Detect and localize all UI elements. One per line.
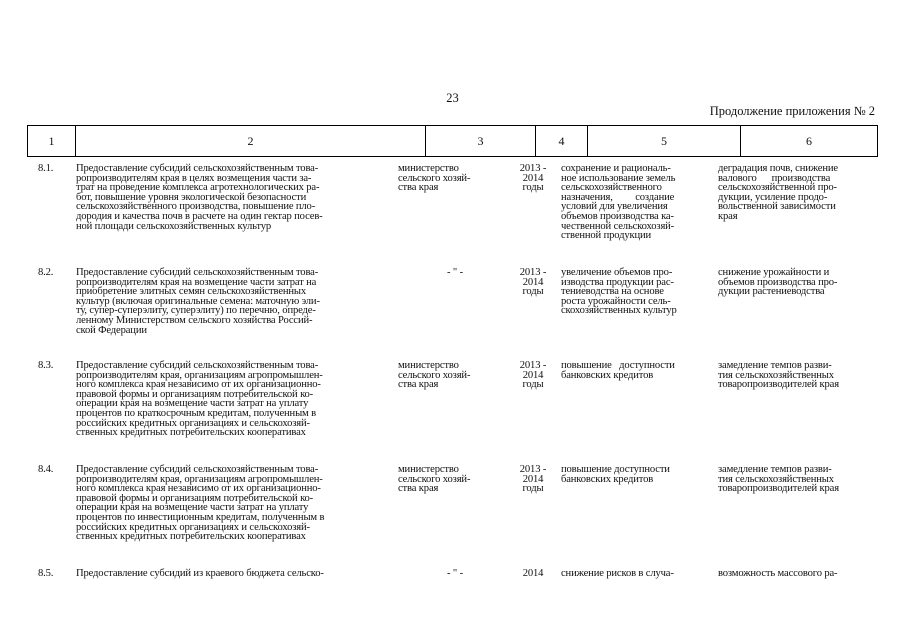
row-number: 8.3. xyxy=(38,360,54,371)
responsible-party: министерство сельского хозяй- ства края xyxy=(398,163,471,194)
header-cell-4: 4 xyxy=(535,126,587,156)
row-number: 8.4. xyxy=(38,464,54,475)
implementation-years: 2013 - 2014 годы xyxy=(519,360,547,391)
expected-result: сохранение и рациональ- ное использование земель сельскохозяйственного назначения, создание условий для увеличения объемов производства ка- чественной сельскохозяй- ственной продукции xyxy=(561,163,676,242)
header-cell-6: 6 xyxy=(740,126,877,156)
header-cell-3: 3 xyxy=(425,126,535,156)
responsible-party: министерство сельского хозяй- ства края xyxy=(398,464,471,495)
appendix-continuation-label: Продолжение приложения № 2 xyxy=(709,104,875,118)
expected-result: повышение доступности банковских кредитов xyxy=(561,464,670,485)
implementation-years: 2013 - 2014 годы xyxy=(519,464,547,495)
risk-consequence: деградация почв, снижение валового производства сельскохозяйственной про- дукции, усиление продо- вольственной зависимости края xyxy=(718,163,838,222)
expected-result: снижение рисков в случа- xyxy=(561,568,674,579)
implementation-years: 2013 - 2014 годы xyxy=(519,267,547,298)
measure-description: Предоставление субсидий сельскохозяйственным това- ропроизводителям края, организациям агропромышлен- ного комплекса края независимо от их организационно- правовой формы и организациям потребительской ко- операции края на возмещение части затрат на уплату процентов по инвестиционным кредитам, полученным в российских кредитных организациях и сельскохозяй- ственных кредитных потребительских кооперативах xyxy=(76,464,325,543)
header-cell-1: 1 xyxy=(48,134,55,148)
risk-consequence: возможность массового ра- xyxy=(718,568,838,579)
responsible-party: - " - xyxy=(447,267,463,278)
risk-consequence: снижение урожайности и объемов производства про- дукции растениеводства xyxy=(718,267,838,298)
table-header-row xyxy=(27,125,878,157)
expected-result: увеличение объемов про- изводства продукции рас- тениеводства на основе роста урожайности сель- скохозяйственных культур xyxy=(561,267,677,317)
page-number: 23 xyxy=(446,91,459,105)
measure-description: Предоставление субсидий из краевого бюджета сельско- xyxy=(76,568,324,579)
risk-consequence: замедление темпов разви- тия сельскохозяйственных товаропроизводителей края xyxy=(718,360,839,391)
implementation-years: 2014 xyxy=(522,568,544,579)
responsible-party: - " - xyxy=(447,568,463,579)
header-cell-2: 2 xyxy=(75,126,425,156)
responsible-party: министерство сельского хозяй- ства края xyxy=(398,360,471,391)
row-number: 8.1. xyxy=(38,163,54,174)
measure-description: Предоставление субсидий сельскохозяйственным това- ропроизводителям края, организациям агропромышлен- ного комплекса края независимо от их организационно- правовой формы и организациям потребительской ко- операции края на возмещение части затрат на уплату процентов по краткосрочным кредитам, полученным в российских кредитных организациях и сельскохозяй- ственных кредитных потребительских кооперативах xyxy=(76,360,323,439)
measure-description: Предоставление субсидий сельскохозяйственным това- ропроизводителям края в целях возмещения части за- трат на проведение комплекса агротехнологических ра- бот, повышение уровня экологической безопасности сельскохозяйственного производства, повышение пло- дородия и качества почв в расчете на один гектар посев- ной площади сельскохозяйственных культур xyxy=(76,163,323,232)
measure-description: Предоставление субсидий сельскохозяйственным това- ропроизводителям края на возмещение части затрат на приобретение элитных семян сельскохозяйственных культур (включая оригинальные семена: маточную эли- ту, супер-суперэлиту, суперэлиту) по перечню, опреде- ленному Министерством сельского хозяйства Россий- ской Федерации xyxy=(76,267,320,336)
risk-consequence: замедление темпов разви- тия сельскохозяйственных товаропроизводителей края xyxy=(718,464,839,495)
row-number: 8.2. xyxy=(38,267,54,278)
expected-result: повышение доступности банковских кредитов xyxy=(561,360,675,381)
implementation-years: 2013 - 2014 годы xyxy=(519,163,547,194)
row-number: 8.5. xyxy=(38,568,54,579)
header-cell-5: 5 xyxy=(587,126,740,156)
